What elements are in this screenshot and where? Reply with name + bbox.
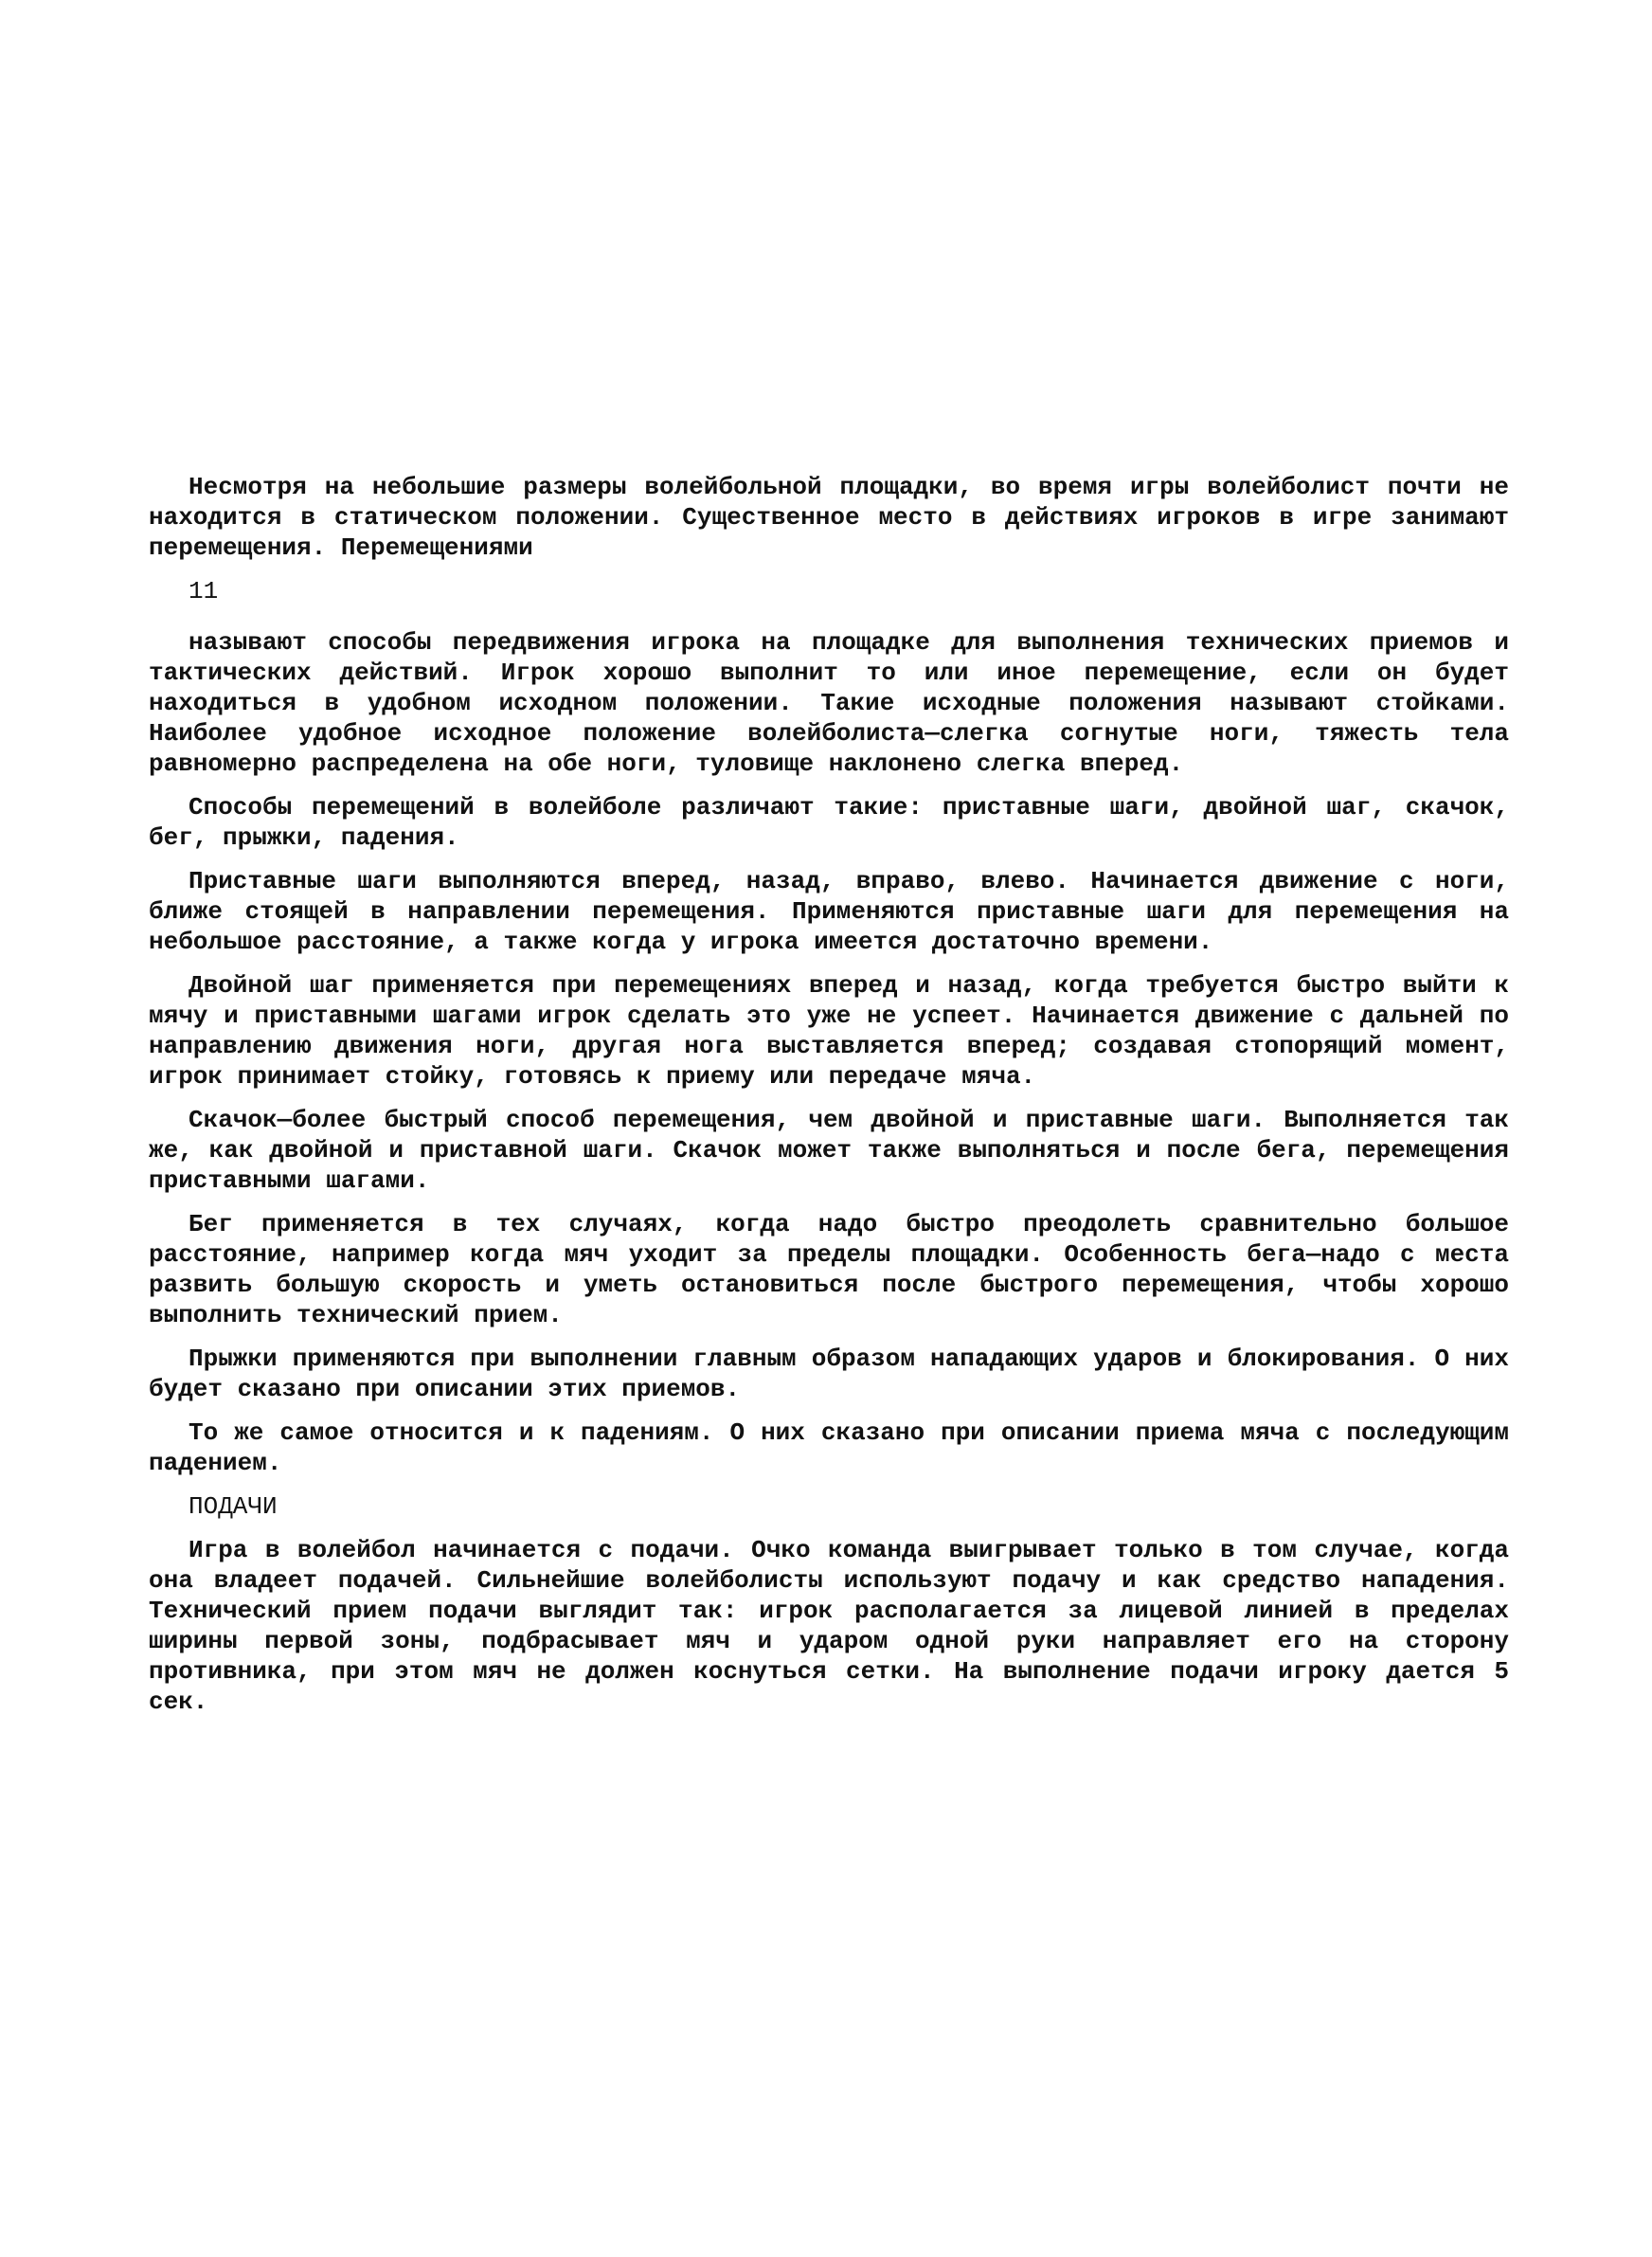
paragraph-serves: Игра в волейбол начинается с подачи. Очко команда выигрывает только в том случае, когда она владеет подачей. Сильнейшие волейболисты используют подачу и как средство нападения. Технический прием подачи выглядит так: игрок располагается за лицевой линией в пределах ширины первой зоны, подбрасывает мяч и ударом одной руки направляет его на сторону противника, при этом мяч не должен коснуться сетки. На выполнение подачи игроку дается 5 сек.	[149, 1536, 1509, 1716]
paragraph-leap: Скачок—более быстрый способ перемещения, чем двойной и приставные шаги. Выполняется так же, как двойной и приставной шаги. Скачок может также выполняться и после бега, перемещения приставными шагами.	[149, 1106, 1509, 1195]
page-number: 11	[189, 577, 219, 605]
section-heading-serves: ПОДАЧИ	[189, 1492, 278, 1521]
paragraph-jumps: Прыжки применяются при выполнении главным образом нападающих ударов и блокирования. О них будет сказано при описании этих приемов.	[149, 1345, 1509, 1403]
paragraph-movement-methods: Способы перемещений в волейболе различают такие: приставные шаги, двойной шаг, скачок, бег, прыжки, падения.	[149, 793, 1509, 852]
paragraph-falls: То же самое относится и к падениям. О них сказано при описании приема мяча с последующим падением.	[149, 1418, 1509, 1477]
paragraph-side-steps: Приставные шаги выполняются вперед, назад, вправо, влево. Начинается движение с ноги, ближе стоящей в направлении перемещения. Применяются приставные шаги для перемещения на небольшое расстояние, а также когда у игрока имеется достаточно времени.	[149, 867, 1509, 956]
document-page	[149, 472, 1509, 1730]
paragraph-running: Бег применяется в тех случаях, когда надо быстро преодолеть сравнительно большое расстояние, например когда мяч уходит за пределы площадки. Особенность бега—надо с места развить большую скорость и уметь остановиться после быстрого перемещения, чтобы хорошо выполнить технический прием.	[149, 1210, 1509, 1329]
paragraph-double-step: Двойной шаг применяется при перемещениях вперед и назад, когда требуется быстро выйти к мячу и приставными шагами игрок сделать это уже не успеет. Начинается движение с дальней по направлению движения ноги, другая нога выставляется вперед; создавая стопорящий момент, игрок принимает стойку, готовясь к приему или передаче мяча.	[149, 971, 1509, 1091]
paragraph-movement-definition: называют способы передвижения игрока на площадке для выполнения технических приемов и тактических действий. Игрок хорошо выполнит то или иное перемещение, если он будет находиться в удобном исходном положении. Такие исходные положения называют стойками. Наиболее удобное исходное положение волейболиста—слегка согнутые ноги, тяжесть тела равномерно распределена на обе ноги, туловище наклонено слегка вперед.	[149, 628, 1509, 778]
paragraph-movement-intro: Несмотря на небольшие размеры волейбольной площадки, во время игры волейболист почти не находится в статическом положении. Существенное место в действиях игроков в игре занимают перемещения. Перемещениями	[149, 473, 1509, 562]
